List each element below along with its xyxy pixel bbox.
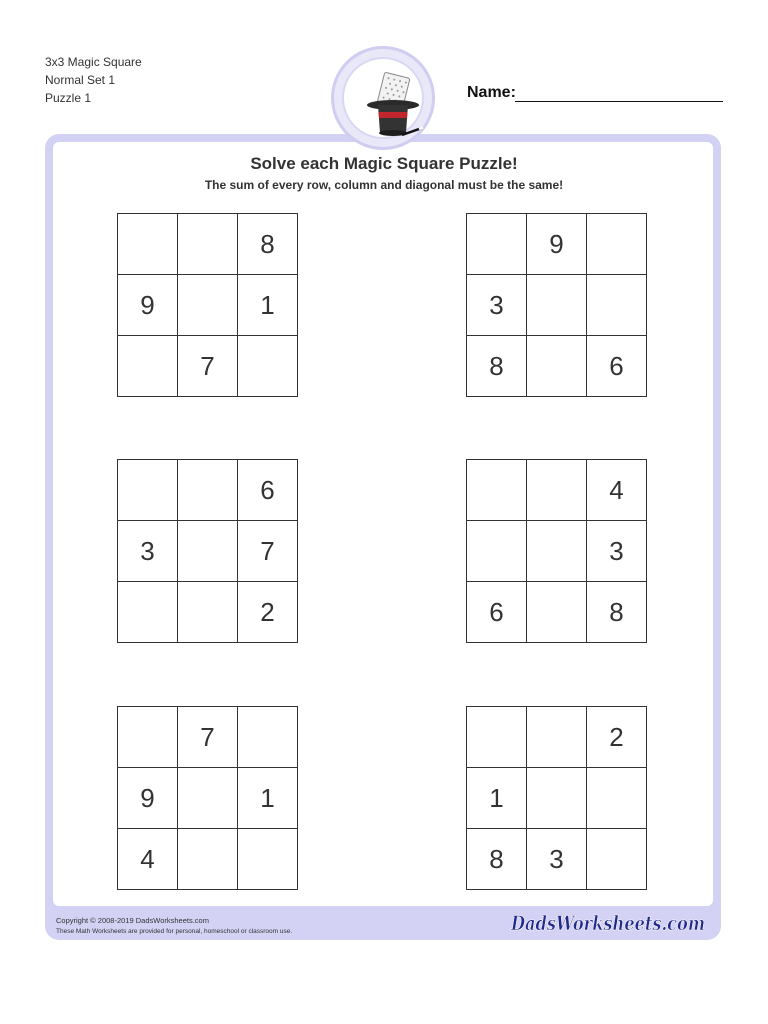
magic-square-puzzle xyxy=(117,459,298,643)
grid-cell[interactable] xyxy=(118,336,178,397)
svg-text:DadsWorksheets.com: DadsWorksheets.com xyxy=(510,911,705,935)
instructions-title: Solve each Magic Square Puzzle! xyxy=(250,154,518,173)
grid-cell[interactable]: 6 xyxy=(238,460,298,521)
grid-cell[interactable] xyxy=(238,336,298,397)
grid-cell[interactable]: 1 xyxy=(238,768,298,829)
grid-cell[interactable] xyxy=(527,582,587,643)
grid-cell[interactable]: 9 xyxy=(118,768,178,829)
grid-cell[interactable]: 3 xyxy=(467,275,527,336)
footer-note: These Math Worksheets are provided for personal, homeschool or classroom use. xyxy=(56,928,293,935)
grid-cell[interactable] xyxy=(527,460,587,521)
grid-cell[interactable] xyxy=(527,768,587,829)
grid-cell[interactable]: 4 xyxy=(587,460,647,521)
grid-cell[interactable] xyxy=(467,214,527,275)
grid-cell[interactable] xyxy=(527,707,587,768)
grid-cell[interactable] xyxy=(178,460,238,521)
grid-cell[interactable] xyxy=(238,829,298,890)
grid-cell[interactable]: 6 xyxy=(587,336,647,397)
grid-cell[interactable] xyxy=(467,521,527,582)
grid-cell[interactable] xyxy=(587,214,647,275)
grid-cell[interactable] xyxy=(527,336,587,397)
grid-cell[interactable] xyxy=(587,275,647,336)
magic-hat-icon xyxy=(358,69,428,143)
grid-cell[interactable]: 2 xyxy=(587,707,647,768)
grid-cell[interactable] xyxy=(178,214,238,275)
grid-cell[interactable]: 7 xyxy=(238,521,298,582)
name-label: Name: xyxy=(467,84,516,101)
footer-copyright: Copyright © 2008-2019 DadsWorksheets.com xyxy=(56,916,209,925)
grid-cell[interactable] xyxy=(118,582,178,643)
magic-square-puzzle xyxy=(466,459,647,643)
grid-cell[interactable]: 7 xyxy=(178,707,238,768)
grid-cell[interactable] xyxy=(178,582,238,643)
grid-cell[interactable] xyxy=(178,275,238,336)
grid-cell[interactable]: 8 xyxy=(467,829,527,890)
grid-cell[interactable] xyxy=(467,460,527,521)
grid-cell[interactable] xyxy=(178,829,238,890)
grid-cell[interactable] xyxy=(527,275,587,336)
magic-square-puzzle xyxy=(466,213,647,397)
grid-cell[interactable]: 3 xyxy=(527,829,587,890)
grid-cell[interactable] xyxy=(467,707,527,768)
grid-cell[interactable]: 9 xyxy=(527,214,587,275)
grid-cell[interactable]: 1 xyxy=(467,768,527,829)
magic-square-puzzle xyxy=(117,706,298,890)
grid-cell[interactable]: 9 xyxy=(118,275,178,336)
grid-cell[interactable]: 8 xyxy=(238,214,298,275)
magic-square-puzzle xyxy=(466,706,647,890)
grid-cell[interactable] xyxy=(118,460,178,521)
grid-cell[interactable]: 3 xyxy=(587,521,647,582)
worksheet-set: Normal Set 1 xyxy=(45,73,116,87)
grid-cell[interactable] xyxy=(527,521,587,582)
grid-cell[interactable] xyxy=(238,707,298,768)
grid-cell[interactable]: 7 xyxy=(178,336,238,397)
grid-cell[interactable]: 2 xyxy=(238,582,298,643)
magic-square-puzzle xyxy=(117,213,298,397)
grid-cell[interactable]: 3 xyxy=(118,521,178,582)
instructions-subtitle: The sum of every row, column and diagonal must be the same! xyxy=(204,178,564,192)
grid-cell[interactable] xyxy=(118,707,178,768)
grid-cell[interactable] xyxy=(587,768,647,829)
worksheet-puzzle-number: Puzzle 1 xyxy=(45,91,92,105)
grid-cell[interactable]: 8 xyxy=(587,582,647,643)
grid-cell[interactable]: 6 xyxy=(467,582,527,643)
grid-cell[interactable]: 1 xyxy=(238,275,298,336)
grid-cell[interactable] xyxy=(587,829,647,890)
grid-cell[interactable]: 4 xyxy=(118,829,178,890)
worksheet-type: 3x3 Magic Square xyxy=(45,55,142,69)
grid-cell[interactable] xyxy=(178,521,238,582)
grid-cell[interactable]: 8 xyxy=(467,336,527,397)
worksheet-logo xyxy=(331,46,435,150)
grid-cell[interactable] xyxy=(178,768,238,829)
grid-cell[interactable] xyxy=(118,214,178,275)
